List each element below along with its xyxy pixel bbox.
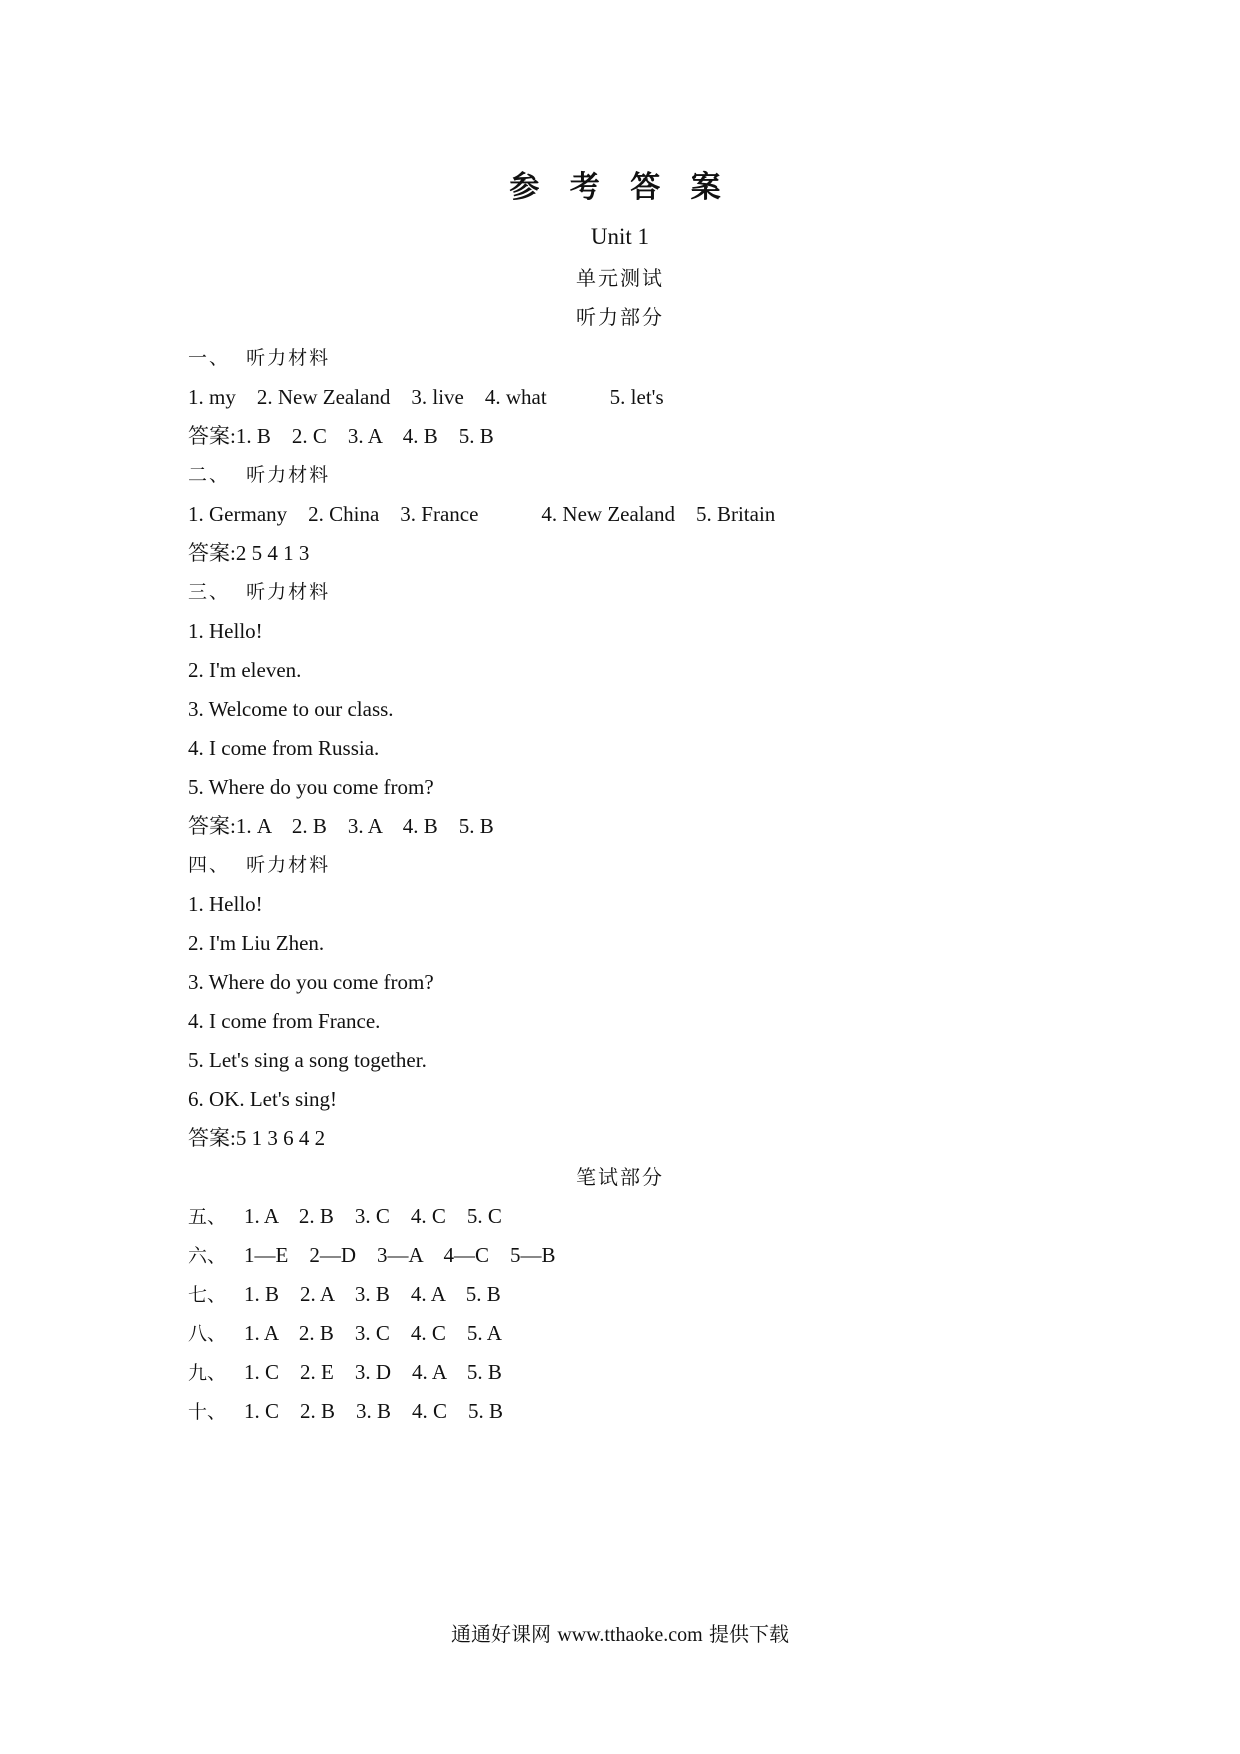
listening-section bbox=[188, 339, 1088, 1158]
answer-values: 1. C 2. E 3. D 4. A 5. B bbox=[244, 1360, 502, 1384]
writing-heading: 笔试部分 bbox=[576, 1165, 664, 1189]
material-line: 4. I come from France. bbox=[188, 1009, 381, 1033]
material-line: 1. Germany 2. China 3. France 4. New Zealand 5. Britain bbox=[188, 502, 776, 526]
written-answer-row bbox=[188, 1392, 1088, 1431]
material-line: 1. Hello! bbox=[188, 619, 263, 643]
material-line: 2. I'm Liu Zhen. bbox=[188, 931, 325, 955]
test-subtitle: 单元测试 bbox=[576, 266, 664, 290]
question-label: 五、 bbox=[188, 1206, 227, 1228]
question-label: 十、 bbox=[188, 1401, 227, 1423]
material-line: 4. I come from Russia. bbox=[188, 736, 380, 760]
unit-title: Unit 1 bbox=[590, 224, 650, 249]
written-answer-row bbox=[188, 1236, 1088, 1275]
answer-line: 答案:1. A 2. B 3. A 4. B 5. B bbox=[188, 814, 494, 838]
answer-line: 答案:1. B 2. C 3. A 4. B 5. B bbox=[188, 424, 494, 448]
answer-values: 1. A 2. B 3. C 4. C 5. A bbox=[244, 1321, 502, 1345]
question-label: 九、 bbox=[188, 1362, 227, 1384]
footer-url[interactable]: www.tthaoke.com bbox=[557, 1624, 703, 1646]
section-heading: 二、 听力材料 bbox=[188, 464, 331, 486]
material-line: 1. my 2. New Zealand 3. live 4. what 5. let's bbox=[188, 385, 664, 409]
written-answer-row bbox=[188, 1275, 1088, 1314]
answer-line: 答案:2 5 4 1 3 bbox=[188, 541, 310, 565]
written-answer-row bbox=[188, 1314, 1088, 1353]
material-line: 3. Welcome to our class. bbox=[188, 697, 394, 721]
material-line: 3. Where do you come from? bbox=[188, 970, 434, 994]
answer-values: 1. A 2. B 3. C 4. C 5. C bbox=[244, 1204, 502, 1228]
footer-site-name: 通通好课网 bbox=[450, 1622, 551, 1646]
material-line: 5. Where do you come from? bbox=[188, 775, 434, 799]
material-line: 2. I'm eleven. bbox=[188, 658, 302, 682]
answer-values: 1. C 2. B 3. B 4. C 5. B bbox=[244, 1399, 504, 1423]
section-heading: 四、 听力材料 bbox=[188, 854, 331, 876]
material-line: 6. OK. Let's sing! bbox=[188, 1087, 338, 1111]
listening-heading: 听力部分 bbox=[576, 305, 664, 329]
question-label: 六、 bbox=[188, 1245, 227, 1267]
answer-values: 1. B 2. A 3. B 4. A 5. B bbox=[244, 1282, 501, 1306]
answer-line: 答案:5 1 3 6 4 2 bbox=[188, 1126, 326, 1150]
written-section bbox=[188, 1197, 1088, 1431]
question-label: 八、 bbox=[188, 1323, 227, 1345]
answer-values: 1—E 2—D 3—A 4—C 5—B bbox=[244, 1243, 556, 1267]
question-label: 七、 bbox=[188, 1284, 227, 1306]
written-answer-row bbox=[188, 1197, 1088, 1236]
section-heading: 一、 听力材料 bbox=[188, 347, 331, 369]
material-line: 5. Let's sing a song together. bbox=[188, 1048, 427, 1072]
footer bbox=[0, 1618, 1240, 1647]
section-heading: 三、 听力材料 bbox=[188, 581, 331, 603]
material-line: 1. Hello! bbox=[188, 892, 263, 916]
page-title: 参 考 答 案 bbox=[509, 170, 731, 205]
written-answer-row bbox=[188, 1353, 1088, 1392]
footer-suffix: 提供下载 bbox=[709, 1622, 790, 1646]
